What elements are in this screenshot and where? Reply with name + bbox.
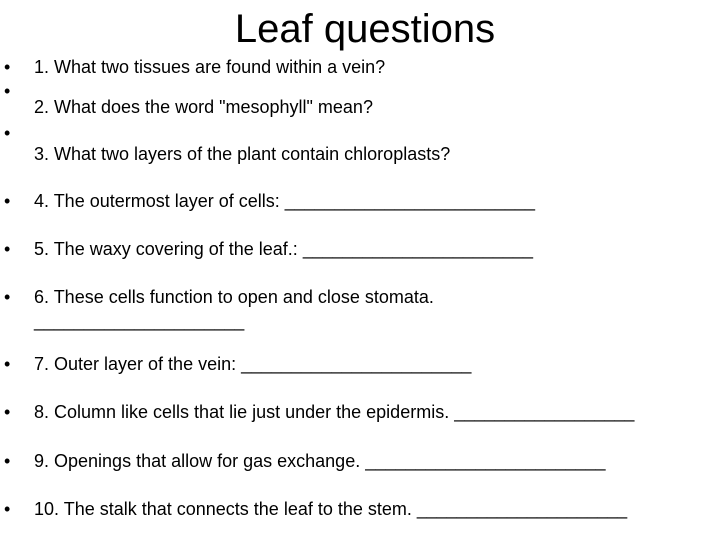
- bullet-3: •: [4, 123, 11, 143]
- question-9: 9. Openings that allow for gas exchange. ________________________: [34, 451, 606, 471]
- bullet-6: •: [4, 287, 11, 307]
- bullet-9: •: [4, 451, 11, 471]
- bullet-8: •: [4, 402, 11, 422]
- question-6-answer-line: _____________________: [34, 311, 245, 331]
- question-3: 3. What two layers of the plant contain chloroplasts?: [34, 144, 451, 164]
- bullet-4: •: [4, 191, 11, 211]
- question-4: 4. The outermost layer of cells: _________________________: [34, 191, 536, 211]
- question-10: 10. The stalk that connects the leaf to the stem. _____________________: [34, 499, 628, 519]
- bullet-5: •: [4, 239, 11, 259]
- question-6: 6. These cells function to open and close stomata.: [34, 287, 434, 307]
- question-8: 8. Column like cells that lie just under the epidermis. __________________: [34, 402, 635, 422]
- question-1: 1. What two tissues are found within a vein?: [34, 57, 386, 77]
- bullet-2: •: [4, 81, 11, 101]
- page-title: Leaf questions: [234, 7, 496, 51]
- bullet-10: •: [4, 499, 11, 519]
- question-7: 7. Outer layer of the vein: _______________________: [34, 354, 472, 374]
- question-5: 5. The waxy covering of the leaf.: _______________________: [34, 239, 534, 259]
- bullet-7: •: [4, 354, 11, 374]
- bullet-1: •: [4, 57, 11, 77]
- question-2: 2. What does the word "mesophyll" mean?: [34, 97, 373, 117]
